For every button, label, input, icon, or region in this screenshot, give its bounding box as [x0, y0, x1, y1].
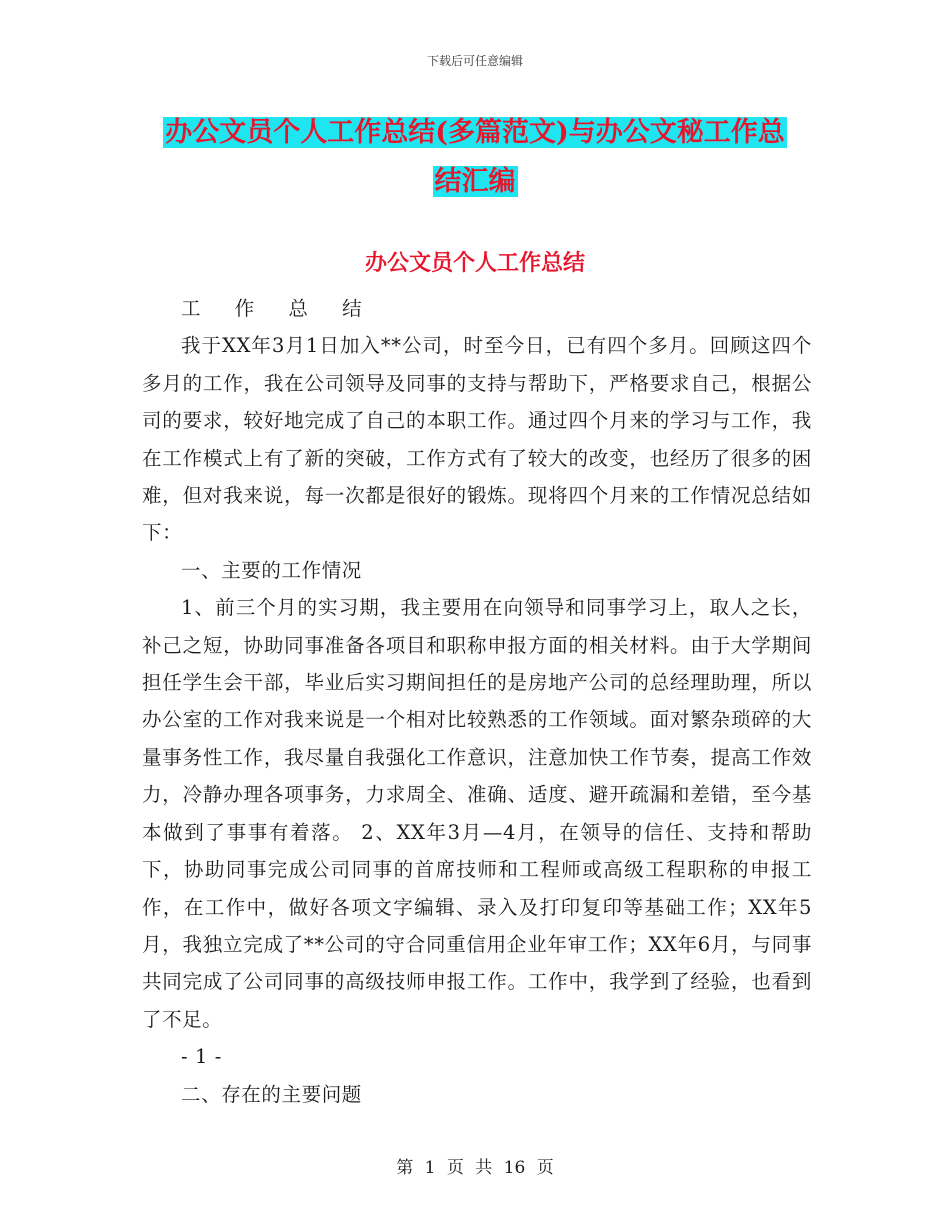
document-title-line-1: 办公文员个人工作总结(多篇范文)与办公文秘工作总: [165, 117, 785, 148]
paragraph-section-heading-1: 一、主要的工作情况: [181, 558, 362, 582]
document-title: [0, 108, 950, 206]
document-body: [142, 290, 812, 1113]
section-title: 办公文员个人工作总结: [364, 250, 585, 276]
header-note: 下载后可任意编辑: [426, 54, 523, 68]
paragraph-work-details: 1、前三个月的实习期，我主要用在向领导和同事学习上，取人之长，补己之短，协助同事准备各项目和职称申报方面的相关材料。由于大学期间担任学生会干部，毕业后实习期间担任的是房地产公司的总经理助理，所以办公室的工作对我来说是一个相对比较熟悉的工作领域。面对繁杂琐碎的大量事务性工作，我尽量自我强化工作意识，注意加快工作节奏，提高工作效力，冷静办理各项事务，力求周全、准确、适度、避开疏漏和差错，至今基本做到了事事有着落。 2、XX年3月—4月，在领导的信任、支持和帮助下，协助同事完成公司同事的首席技师和工程师或高级工程职称的申报工作，在工作中，做好各项文字编辑、录入及打印复印等基础工作；XX年5月，我独立完成了**公司的守合同重信用企业年审工作；XX年6月，与同事共同完成了公司同事的高级技师申报工作。工作中，我学到了经验，也看到了不足。: [142, 596, 812, 1031]
page-footer: 第 1 页 共 16 页: [396, 1158, 554, 1178]
document-title-line-2: 结汇编: [434, 166, 516, 197]
paragraph-intro: 我于XX年3月1日加入**公司，时至今日，已有四个多月。回顾这四个多月的工作，我在公司领导及同事的支持与帮助下，严格要求自己，根据公司的要求，较好地完成了自己的本职工作。通过四个月来的学习与工作，我在工作模式上有了新的突破，工作方式有了较大的改变，也经历了很多的困难，但对我来说，每一次都是很好的锻炼。现将四个月来的工作情况总结如下：: [142, 334, 812, 545]
paragraph-section-heading-2: 二、存在的主要问题: [181, 1082, 362, 1106]
paragraph-heading: 工 作 总 结: [181, 297, 376, 320]
inline-page-number: - 1 -: [181, 1045, 222, 1069]
